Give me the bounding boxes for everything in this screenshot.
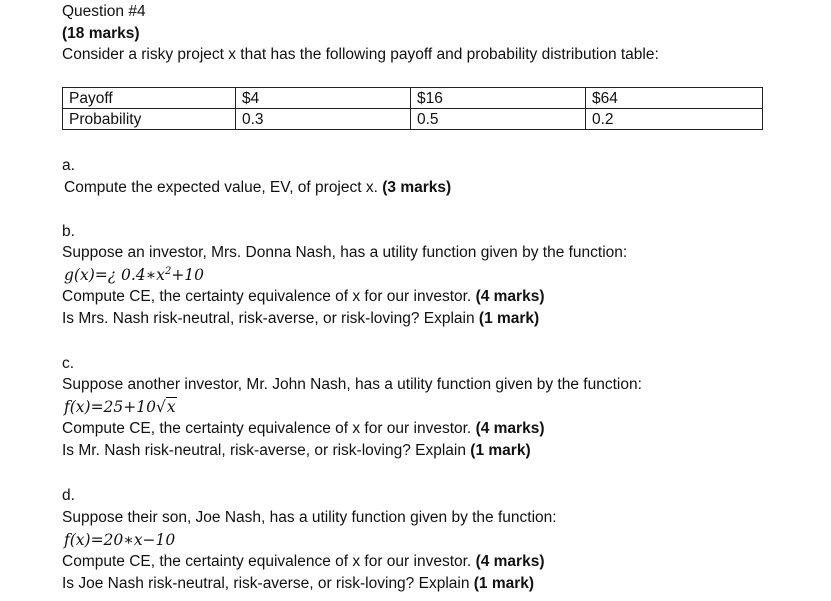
part-a-marks: (3 marks) — [382, 179, 452, 196]
part-d-formula: f(x)=20∗x−10 — [64, 531, 176, 549]
question-intro: Consider a risky project x that has the following payoff and probability distribution table: — [62, 46, 659, 63]
part-b-formula-constant: +10 — [171, 266, 205, 284]
part-a-question — [64, 178, 451, 198]
table-row — [63, 88, 763, 109]
part-b-formula — [64, 265, 204, 285]
table-cell: $64 — [586, 88, 763, 109]
table-cell: 0.2 — [586, 109, 763, 130]
table-cell: $16 — [411, 88, 586, 109]
table-cell: 0.3 — [236, 109, 411, 130]
part-b-q2-marks: (1 mark) — [478, 310, 540, 327]
part-c-letter: c. — [62, 355, 75, 372]
part-c-q1-marks: (4 marks) — [475, 420, 545, 437]
part-c-formula-radicand: x — [166, 398, 176, 416]
table-row-label: Payoff — [63, 88, 236, 109]
part-d-q1-marks: (4 marks) — [475, 553, 545, 570]
part-b-q2-text: Is Mrs. Nash risk-neutral, risk-averse, or risk-loving? Explain — [62, 310, 475, 327]
table-cell: $4 — [236, 88, 411, 109]
part-b-q1-text: Compute CE, the certainty equivalence of x for our investor. — [62, 288, 472, 305]
part-c-formula-lhs: f(x)=25+10 — [64, 398, 156, 416]
part-b-letter: b. — [62, 223, 75, 240]
part-b-q1 — [62, 287, 545, 307]
question-title: Question #4 — [62, 3, 146, 20]
part-c-q2 — [62, 441, 531, 461]
part-c-q2-text: Is Mr. Nash risk-neutral, risk-averse, or risk-loving? Explain — [62, 442, 466, 459]
part-c-q1-text: Compute CE, the certainty equivalence of x for our investor. — [62, 420, 472, 437]
part-d-q1 — [62, 552, 545, 572]
part-a-letter: a. — [62, 157, 75, 174]
part-c-q2-marks: (1 mark) — [470, 442, 531, 459]
part-c-intro: Suppose another investor, Mr. John Nash, has a utility function given by the function: — [62, 376, 642, 393]
question-marks: (18 marks) — [62, 25, 140, 42]
part-b-intro: Suppose an investor, Mrs. Donna Nash, has a utility function given by the function: — [62, 244, 628, 261]
part-b-formula-rhs: 0.4∗x — [121, 266, 165, 284]
part-b-q1-marks: (4 marks) — [475, 288, 545, 305]
table-row — [63, 109, 763, 130]
sqrt-symbol-icon: √ — [156, 398, 166, 416]
table-row-label: Probability — [63, 109, 236, 130]
part-d-letter: d. — [62, 487, 75, 504]
payoff-distribution-table — [62, 87, 763, 130]
part-b-formula-lhs: g(x)=¿ — [64, 266, 117, 284]
part-d-q2-text: Is Joe Nash risk-neutral, risk-averse, or risk-loving? Explain — [62, 575, 470, 592]
part-c-formula — [64, 397, 177, 417]
part-a-text: Compute the expected value, EV, of project x. — [64, 179, 378, 196]
part-d-intro: Suppose their son, Joe Nash, has a utility function given by the function: — [62, 509, 557, 526]
table-cell: 0.5 — [411, 109, 586, 130]
part-b-q2 — [62, 309, 539, 329]
part-d-q1-text: Compute CE, the certainty equivalence of x for our investor. — [62, 553, 472, 570]
part-c-q1 — [62, 419, 545, 439]
part-d-q2 — [62, 574, 534, 594]
part-b-formula-exponent: 2 — [164, 265, 172, 277]
part-d-q2-marks: (1 mark) — [473, 575, 535, 592]
